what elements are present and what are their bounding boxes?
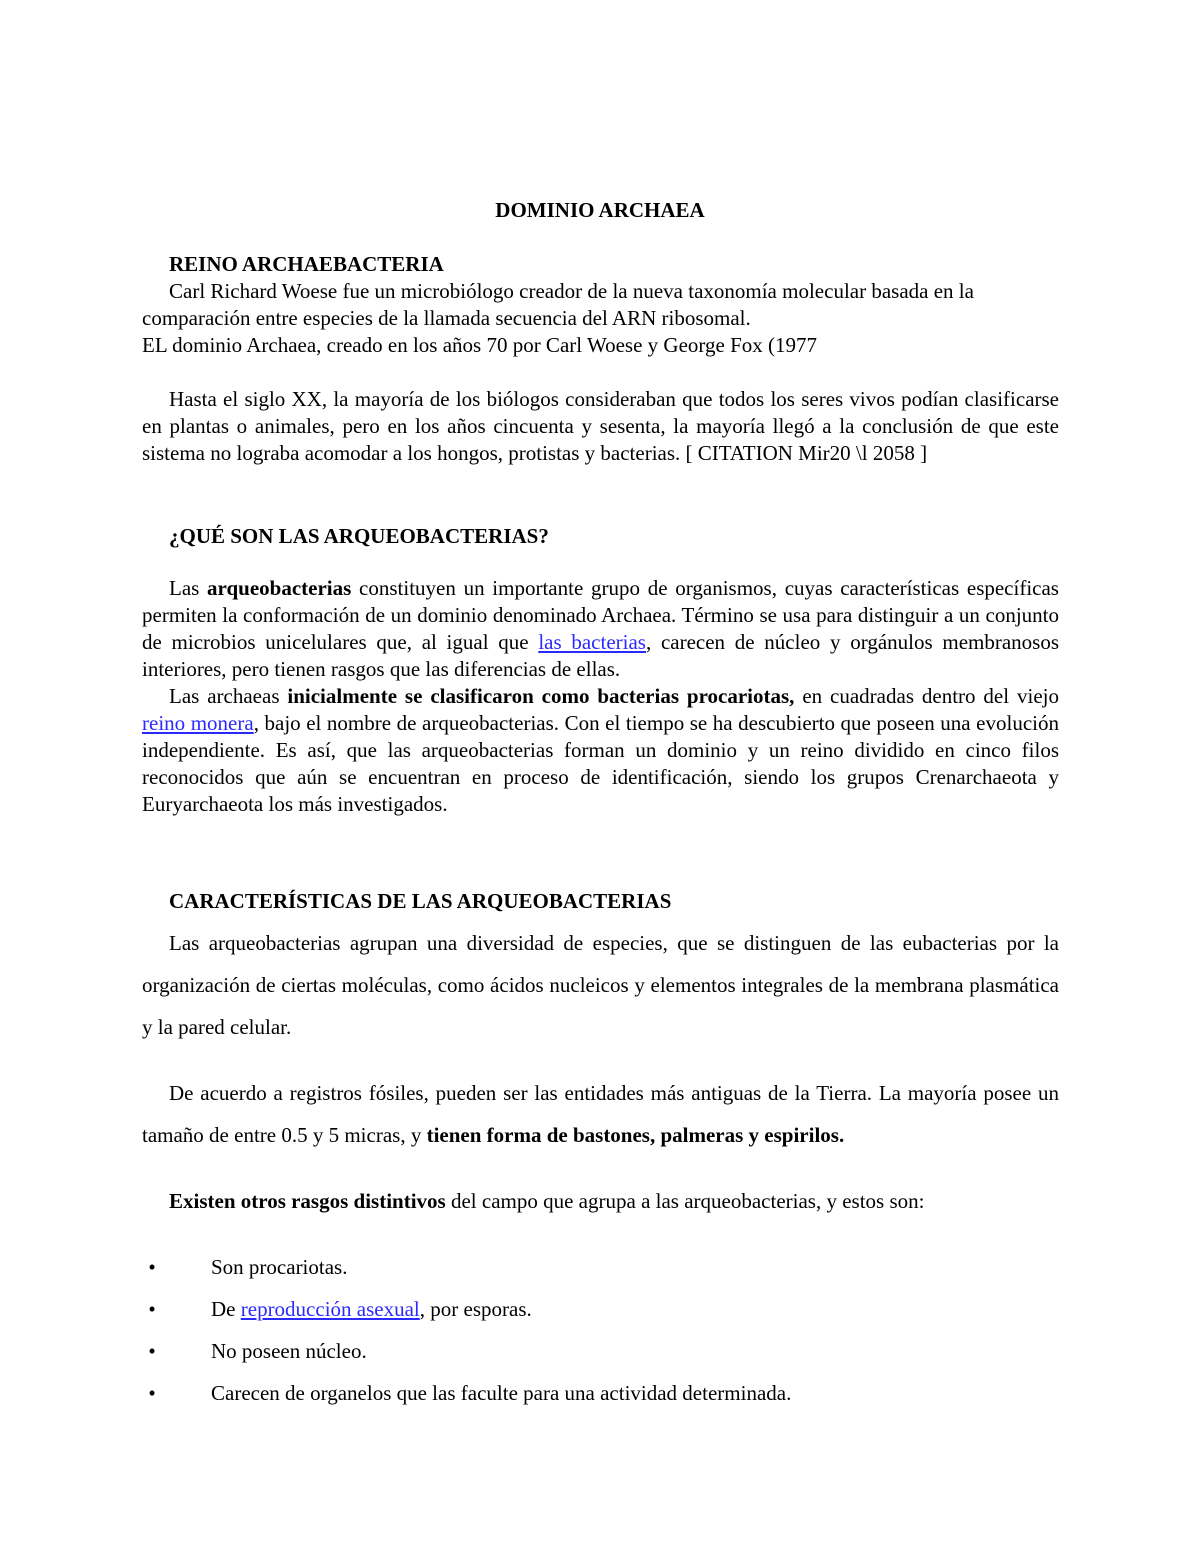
- section-que-son-body: [142, 575, 1059, 818]
- bullet-icon: •: [148, 1339, 156, 1363]
- text-span: constituyen un importante grupo de organismos, cuyas características específicas permiten la conformación de un dominio denominado Archaea. Término se usa para distinguir a un conjunto de microbios unicelulares que, al igual que: [142, 576, 1059, 654]
- bold-phrase: Existen otros rasgos distintivos: [169, 1189, 446, 1213]
- list-item: [142, 1330, 1059, 1372]
- paragraph-rasgos-distintivos: [142, 1180, 1059, 1222]
- bold-term: arqueobacterias: [207, 576, 352, 600]
- text-span: Las archaeas: [169, 684, 288, 708]
- bullet-list: [142, 1246, 1059, 1414]
- paragraph-siglo-xx-text: Hasta el siglo XX, la mayoría de los biólogos consideraban que todos los seres vivos podían clasificarse en plantas o animales, pero en los años cincuenta y sesenta, la mayoría llegó a la conclusión de que este sistema no lograba acomodar a los hongos, protistas y bacterias.: [142, 387, 1059, 465]
- section-heading-caracteristicas: CARACTERÍSTICAS DE LAS ARQUEOBACTERIAS: [169, 889, 672, 913]
- paragraph-archaeas-clasificacion: [142, 683, 1059, 818]
- list-item-text: No poseen núcleo.: [211, 1339, 367, 1363]
- section-heading-reino: REINO ARCHAEBACTERIA: [169, 252, 444, 276]
- paragraph-diversidad: Las arqueobacterias agrupan una diversidad de especies, que se distinguen de las eubacterias por la organización de ciertas moléculas, como ácidos nucleicos y elementos integrales de la membrana plasmática y la pared celular.: [142, 931, 1059, 1039]
- list-item-text: Carecen de organelos que las faculte para una actividad determinada.: [211, 1381, 792, 1405]
- paragraph-woese: Carl Richard Woese fue un microbiólogo creador de la nueva taxonomía molecular basada en la comparación entre especies de la llamada secuencia del ARN ribosomal.: [142, 279, 974, 330]
- list-item-text: Son procariotas.: [211, 1255, 348, 1279]
- section-caracteristicas: [142, 887, 1059, 915]
- text-span: en cuadradas dentro del viejo: [794, 684, 1059, 708]
- list-item: [142, 1372, 1059, 1414]
- list-item: [142, 1246, 1059, 1288]
- link-reino-monera[interactable]: reino monera: [142, 711, 254, 735]
- list-item-text: , por esporas.: [419, 1297, 532, 1321]
- citation-field: [ CITATION Mir20 \l 2058 ]: [685, 441, 928, 465]
- bullet-icon: •: [148, 1297, 156, 1321]
- paragraph-arqueobacterias-def: [142, 575, 1059, 683]
- paragraph-dominio-archaea: EL dominio Archaea, creado en los años 70 por Carl Woese y George Fox (1977: [142, 333, 818, 357]
- section-que-son: [142, 522, 1059, 550]
- list-item: [142, 1288, 1059, 1330]
- text-span: del campo que agrupa a las arqueobacterias, y estos son:: [445, 1189, 925, 1213]
- link-reproduccion-asexual[interactable]: reproducción asexual: [240, 1297, 420, 1321]
- document-title: DOMINIO ARCHAEA: [495, 198, 705, 222]
- text-span: , bajo el nombre de arqueobacterias. Con el tiempo se ha descubierto que poseen una evolución independiente. Es así, que las arqueobacterias forman un dominio y un reino dividido en cinco filos reconocidos que aún se encuentran en proceso de identificación, siendo los grupos Crenarchaeota y Euryarchaeota los más investigados.: [142, 711, 1059, 816]
- link-las-bacterias[interactable]: las bacterias: [538, 630, 646, 654]
- list-item-text: De: [211, 1297, 241, 1321]
- section-historia: [142, 386, 1059, 467]
- bold-phrase: inicialmente se clasificaron como bacterias procariotas,: [287, 684, 795, 708]
- text-span: Las: [169, 576, 208, 600]
- bullet-icon: •: [148, 1255, 156, 1279]
- text-span: , carecen de núcleo y orgánulos membranosos interiores, pero tienen rasgos que las diferencias de ellas.: [142, 630, 1060, 681]
- paragraph-siglo-xx: [142, 386, 1059, 467]
- bold-phrase: tienen forma de bastones, palmeras y espirilos.: [426, 1123, 845, 1147]
- paragraph-registros-fosiles: [142, 1072, 1059, 1156]
- section-reino-archaebacteria: [142, 250, 1059, 359]
- bullet-icon: •: [148, 1381, 156, 1405]
- section-heading-que-son: ¿QUÉ SON LAS ARQUEOBACTERIAS?: [169, 524, 549, 548]
- section-rasgos: [142, 1180, 1059, 1222]
- text-span: De acuerdo a registros fósiles, pueden ser las entidades más antiguas de la Tierra. La mayoría posee un tamaño de entre 0.5 y 5 micras, y: [142, 1081, 1059, 1147]
- section-caracteristicas-body: [142, 922, 1059, 1048]
- section-registros-fosiles: [142, 1072, 1059, 1156]
